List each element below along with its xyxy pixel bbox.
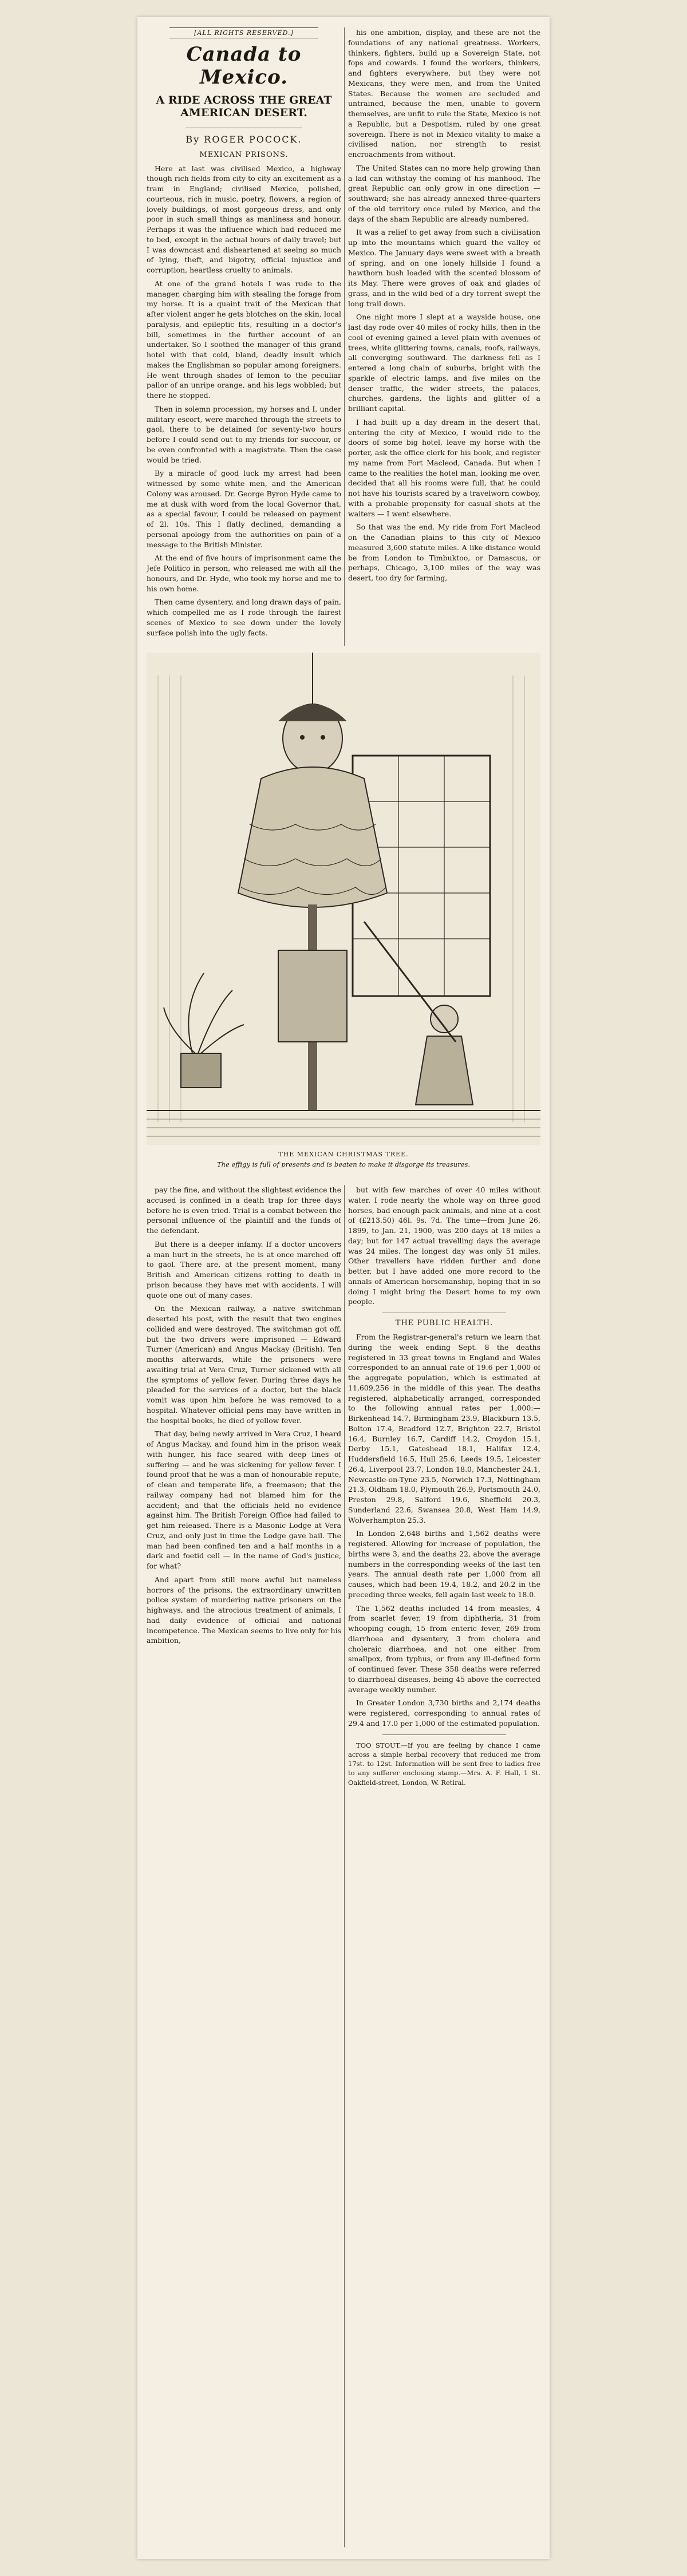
article-paragraph: his one ambition, display, and these are not the foundations of any national greatness. Workers, thinkers, fighters, build up a Sovereign State, not fops and cowards. I found the workers, thinkers, and fighters everywhere, but they were not Mexicans, they were men, and from the United States. Because the women are secluded and untrained, because the men, unable to govern themselves, are unfit to rule the State, Mexico is not a Republic, but a Despotism, ruled by one great sovereign. There is not in Mexico vitality to make a civilised nation, nor strength to resist encroachments from without. — [348, 28, 540, 159]
health-section-title: THE PUBLIC HEALTH. — [395, 1319, 493, 1327]
rights-notice: [ALL RIGHTS RESERVED.] — [169, 27, 318, 38]
column-right-lower — [348, 1185, 540, 2547]
column-left-lower — [147, 1185, 341, 2547]
newspaper-page — [137, 17, 550, 2559]
article-paragraph: It was a relief to get away from such a civilisation up into the mountains which guard the valley of Mexico. The January days were sweet with a breath of spring, and on one lonely hillside I found a hawthorn bush loaded with the scented blossom of its May. There were groves of oak and glades of grass, and in the wild bed of a dry torrent swept the long trail down. — [348, 228, 540, 308]
article-paragraph: Then came dysentery, and long drawn days of pain, which compelled me as I rode through the fairest scenes of Mexico to see down under the lovely surface polish into the ugly facts. — [147, 598, 341, 637]
article-paragraph: Here at last was civilised Mexico, a highway though rich fields from city to city an excitement as a tram in England; civilised Mexico, polished, courteous, rich in music, poetry, flowers, a region of lovely buildings, of most gorgeous dress, and only poor in such small things as manliness and honour. Perhaps it was the influence which had reduced me to bed, except in the actual hours of daily travel; but I was downcast and disheartened at seeing so much of lying, theft, and bigotry, official injustice and corruption, heartless cruelty to animals. — [147, 164, 341, 275]
article-paragraph: The United States can no more help growing than a lad can withstay the coming of his manhood. The great Republic can only grow in one direction —southward; she has already annexed three-quarters of the old territory once ruled by Mexico, and the days of the sham Republic are already numbered. — [348, 163, 540, 223]
column-right-upper — [348, 27, 540, 646]
article-subtitle: A RIDE ACROSS THE GREAT AMERICAN DESERT. — [156, 94, 332, 119]
health-paragraph: From the Registrar-general's return we learn that during the week ending Sept. 8 the deaths registered in 33 great towns in England and Wales corresponded to an annual rate of 19.6 per 1,000 of the aggregate population, which is estimated at 11,609,256 in the middle of this year. The deaths registered, alphabetically arranged, corresponded to the following annual rates per 1,000:—Birkenhead 14.7, Birmingham 23.9, Blackburn 13.5, Bolton 17.4, Bradford 12.7, Brighton 22.7, Bristol 16.4, Burnley 16.7, Cardiff 14.2, Croydon 15.1, Derby 15.1, Gateshead 18.1, Halifax 12.4, Huddersfield 16.5, Hull 25.6, Leeds 19.5, Leicester 26.4, Liverpool 23.7, London 18.0, Manchester 24.1, Newcastle-on-Tyne 23.5, Norwich 17.3, Nottingham 21.3, Oldham 18.0, Plymouth 26.9, Portsmouth 24.0, Preston 29.8, Salford 19.6, Sheffield 20.3, Sunderland 22.6, Swansea 20.8, West Ham 14.9, Wolverhampton 25.3. — [348, 1333, 540, 1524]
article-paragraph: One night more I slept at a wayside house, one last day rode over 40 miles of rocky hills, then in the cool of evening gained a level plain with avenues of trees, white glittering towns, canals, roofs, railways, all converging southward. The darkness fell as I entered a long chain of suburbs, bright with the sparkle of electric lamps, and five miles on the denser traffic, the wider streets, the palaces, churches, gardens, the lights and glitter of a brilliant capital. — [348, 313, 540, 413]
advertisement-notice: TOO STOUT.—If you are feeling by chance I came across a simple herbal recovery that reduced me from 17st. to 12st. Information will be sent free to ladies free to any sufferer enclosing stamp.—Mrs. A. F. Hall, 1 St. Oakfield-street, London, W. Retiral. — [348, 1741, 540, 1787]
health-paragraph: In Greater London 3,730 births and 2,174 deaths were registered, corresponding to annual rates of 29.4 and 17.0 per 1,000 of the estimated population. — [348, 1698, 540, 1728]
health-paragraph: The 1,562 deaths included 14 from measles, 4 from scarlet fever, 19 from diphtheria, 31 from whooping cough, 15 from enteric fever, 269 from diarrhoea and dysentery, 3 from cholera and choleraic diarrhoea, and not one either from smallpox, from typhus, or from any ill-defined form of continued fever. These 358 deaths were referred to diarrhoeal diseases, being 45 above the corrected average weekly number. — [348, 1603, 540, 1694]
figure-title: THE MEXICAN CHRISTMAS TREE. — [278, 1151, 409, 1158]
column-divider — [344, 27, 345, 646]
figure-caption — [147, 1151, 540, 1168]
health-paragraph: In London 2,648 births and 1,562 deaths were registered. Allowing for increase of population, the births were 3, and the deaths 22, above the average numbers in the corresponding weeks of the last ten years. The annual death rate per 1,000 from all causes, which had been 19.4, 18.2, and 20.2 in the preceding three weeks, fell again last week to 18.0. — [348, 1529, 540, 1599]
column-divider — [344, 1185, 345, 2547]
article-paragraph: but with few marches of over 40 miles without water. I rode nearly the whole way on three good horses, bad enough pack animals, and nine at a cost of (£213.50) 46l. 9s. 7d. The time—from June 26, 1899, to Jan. 21, 1900, was 200 days at 18 miles a day; but for 147 actual travelling days the average was 24 miles. The longest day was only 51 miles. Other travellers have ridden further and done better, but I have added one more record to the annals of American horsemanship, hoping that in so doing I might bring the Desert home to my own people. — [348, 1186, 540, 1306]
article-byline: By ROGER POCOCK. — [185, 128, 302, 145]
article-paragraph: I had built up a day dream in the desert that, entering the city of Mexico, I would ride to the doors of some big hotel, leave my horse with the porter, ask the office clerk for his book, and register my name from Fort Macleod, Canada. But when I came to the realities the hotel man, looking me over, decided that all his rooms were full, that he could not have his tourists scared by a travelworn cowboy, with a probable propensity for casual shots at the waiters — I went elsewhere. — [348, 417, 540, 518]
article-paragraph: At one of the grand hotels I was rude to the manager, charging him with stealing the forage from my horse. It is a quaint trait of the Mexican that after violent anger he gets blotches on the skin, local paralysis, and epileptic fits, resulting in a doctor's bill, sometimes in the further account of an undertaker. So I soothed the manager of this grand hotel with that cold, bland, deadly insult which makes the Englishman so popular among foreigners. He went through shades of lemon to the peculiar pallor of an unripe orange, and his legs wobbled; but there he stopped. — [147, 279, 341, 400]
figure-note: The effigy is full of presents and is beaten to make it disgorge its treasures. — [216, 1160, 471, 1168]
article-paragraph: Then in solemn procession, my horses and I, under military escort, were marched through the streets to gaol, there to be detained for seventy-two hours before I could send out to my friends for succour, or be even confronted with a magistrate. Then the case would be tried. — [147, 404, 341, 464]
article-paragraph: So that was the end. My ride from Fort Macleod on the Canadian plains to this city of Mexico measured 3,600 statute miles. A like distance would be from London to Timbuktoo, or Damascus, or perhaps, Chicago, 3,100 miles of the way was desert, too dry for farming, — [348, 523, 540, 582]
article-paragraph: On the Mexican railway, a native switchman deserted his post, with the result that two engines collided and were destroyed. The switchman got off, but the two drivers were imprisoned — Edward Turner (American) and Angus Mackay (British). Ten months afterwards, while the prisoners were awaiting trial at Vera Cruz, Turner sickened with all the symptoms of yellow fever. During three days he pleaded for the services of a doctor, but the black vomit was upon him before he was removed to a hospital. Whatever official pens may have written in the hospital books, he died of yellow fever. — [147, 1304, 341, 1425]
column-left-upper — [147, 27, 341, 646]
article-paragraph: pay the fine, and without the slightest evidence the accused is confined in a death trap for three days before he is even tried. Trial is a combat between the personal influence of the plaintiff and the funds of the defendant. — [147, 1186, 341, 1235]
article-paragraph: And apart from still more awful but nameless horrors of the prisons, the extraordinary unwritten police system of murdering native prisoners on the highways, and the atrocious treatment of animals, I had daily evidence of official and national incompetence. The Mexican seems to live only for his ambition, — [147, 1575, 341, 1645]
masthead-title: Canada to Mexico. — [186, 43, 302, 89]
section-heading: MEXICAN PRISONS. — [199, 150, 289, 159]
article-paragraph: By a miracle of good luck my arrest had been witnessed by some white men, and the American Colony was aroused. Dr. George Byron Hyde came to me at dusk with word from the local Governor that, as a special favour, I could be released on payment of 2l. 10s. This I flatly declined, demanding a personal apology from the authorities on pain of a message to the British Minister. — [147, 469, 341, 549]
article-paragraph: But there is a deeper infamy. If a doctor uncovers a man hurt in the streets, he is at once marched off to gaol. There are, at the present moment, many British and American citizens rotting to death in prison because they have met with accidents. I will quote one out of many cases. — [147, 1239, 341, 1299]
article-paragraph: At the end of five hours of imprisonment came the Jefe Politico in person, who released me with all the honours, and Dr. Hyde, who took my horse and me to his own home. — [147, 554, 341, 593]
christmas-tree-illustration — [147, 653, 540, 1145]
article-paragraph: That day, being newly arrived in Vera Cruz, I heard of Angus Mackay, and found him in the prison weak with hunger, his face seared with deep lines of suffering — and he was sickening for yellow fever. I found proof that he was a man of honourable repute, of clean and temperate life, a freemason; that the railway company had not blamed him for the accident; and that the officials held no evidence against him. The British Foreign Office had failed to get him released. There is a Masonic Lodge at Vera Cruz, and only just in time the Lodge gave bail. The man had been confined ten and a half months in a dark and foetid cell — in the name of God's justice, for what? — [147, 1429, 341, 1570]
